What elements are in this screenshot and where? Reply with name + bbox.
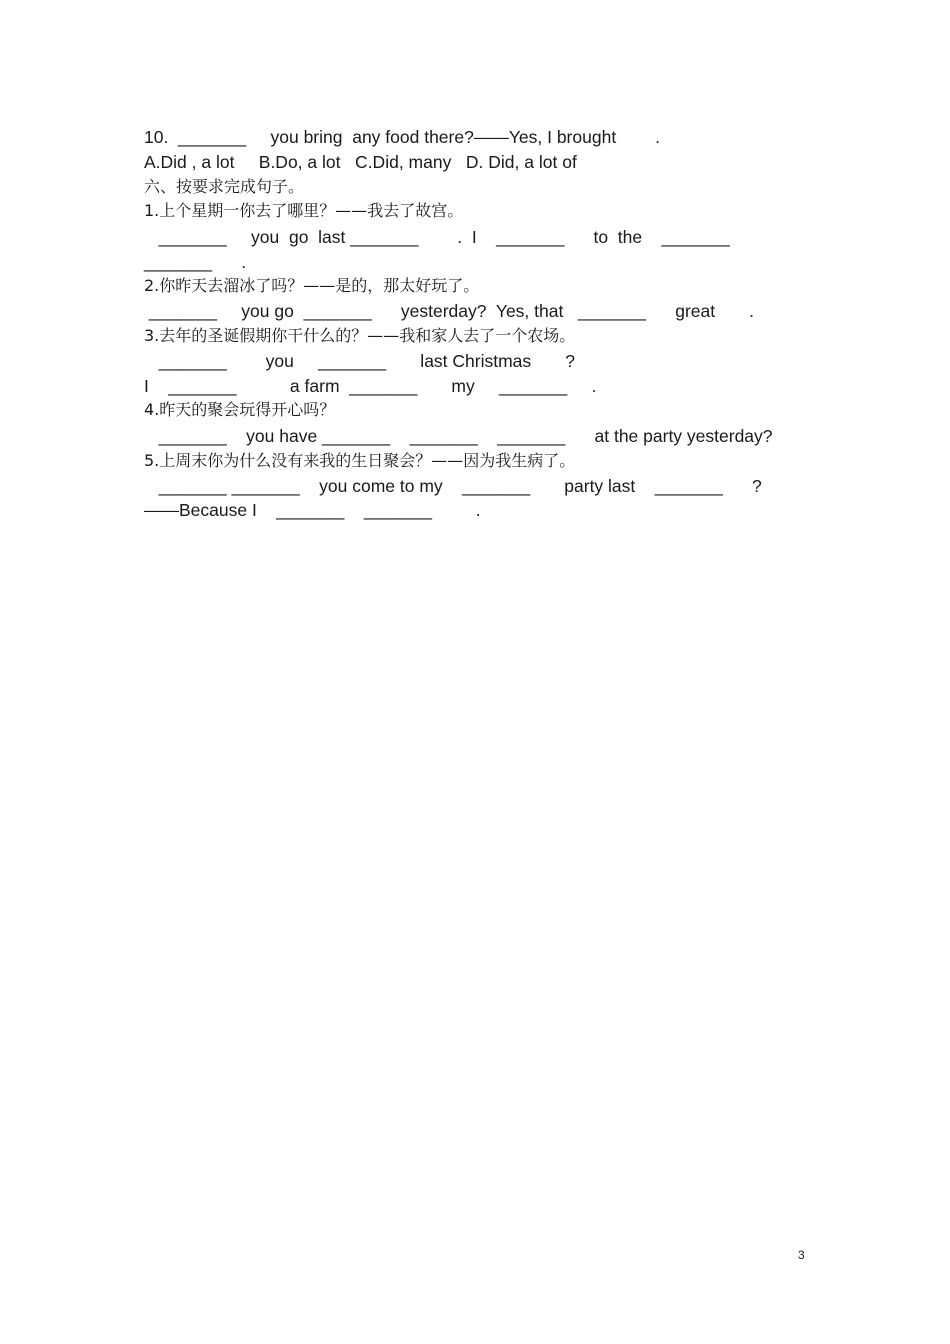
section-heading: 六、按要求完成句子。: [144, 177, 305, 196]
item-5-prompt: 5.上周末你为什么没有来我的生日聚会？——因为我生病了。: [144, 451, 576, 470]
page-number: 3: [798, 1248, 805, 1262]
item-3-answer-line: _______ you _______ last Christmas ?: [144, 351, 575, 371]
item-4-answer-line: _______ you have _______ _______ _______ at the party yesterday?: [144, 426, 773, 446]
question-10-options: A.Did , a lot B.Do, a lot C.Did, many D. Did, a lot of: [144, 152, 577, 172]
item-3-prompt: 3.去年的圣诞假期你干什么的？——我和家人去了一个农场。: [144, 326, 576, 345]
item-5-answer-line: _______ _______ you come to my _______ party last _______ ?: [144, 476, 762, 496]
item-2-prompt: 2.你昨天去溜冰了吗？——是的，那太好玩了。: [144, 276, 480, 295]
item-1-answer-line: _______ .: [144, 252, 247, 272]
item-1-answer-line: _______ you go last _______ . I _______ to the _______: [144, 227, 730, 247]
item-4-prompt: 4.昨天的聚会玩得开心吗？: [144, 400, 336, 419]
item-5-answer-line: ——Because I _______ _______ .: [144, 500, 481, 520]
item-2-answer-line: _______ you go _______ yesterday? Yes, that _______ great .: [144, 301, 755, 321]
question-10-stem: 10. _______ you bring any food there?——Yes, I brought .: [144, 127, 660, 147]
item-3-answer-line: I _______ a farm _______ my _______ .: [144, 376, 597, 396]
item-1-prompt: 1.上个星期一你去了哪里？——我去了故宫。: [144, 201, 464, 220]
